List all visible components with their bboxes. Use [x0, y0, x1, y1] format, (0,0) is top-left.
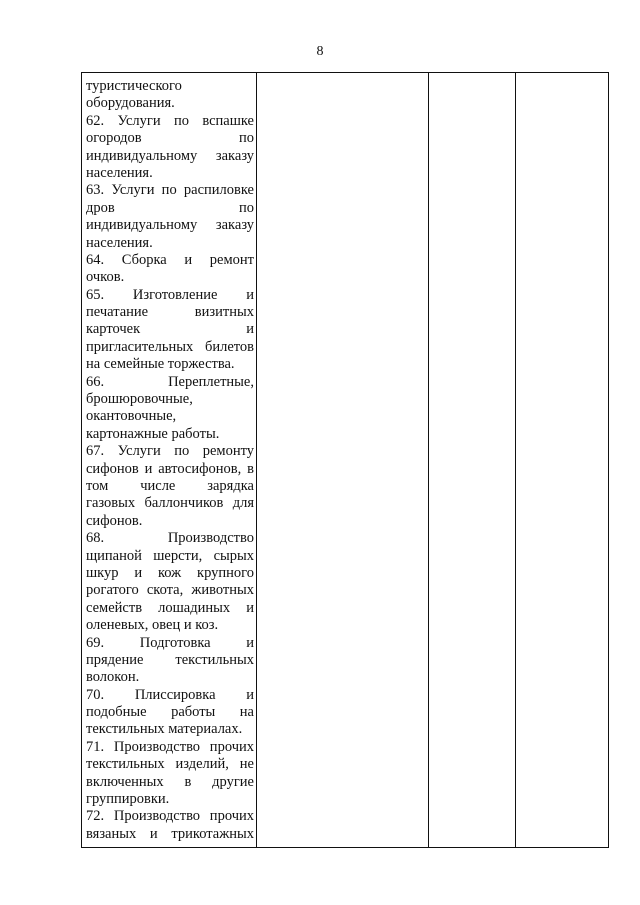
text-line: 64. Сборка и ремонт [86, 251, 254, 268]
text-line: щипаной шерсти, сырых [86, 547, 254, 564]
text-line: 67. Услуги по ремонту [86, 443, 254, 460]
text-line: семейств лошадиных и [86, 599, 254, 616]
text-line: 70. Плиссировка и [86, 686, 254, 703]
text-line: газовых баллончиков для [86, 495, 254, 512]
text-line: волокон. [86, 669, 140, 686]
text-line: 72. Производство прочих [86, 808, 254, 825]
text-line: на семейные торжества. [86, 356, 235, 373]
text-line: рогатого скота, животных [86, 582, 254, 599]
text-line: дров по [86, 199, 254, 216]
text-line: 68. Производство [86, 530, 254, 547]
text-line: 66. Переплетные, [86, 373, 254, 390]
text-line: 63. Услуги по распиловке [86, 182, 254, 199]
text-line: подобные работы на [86, 704, 254, 721]
text-line: 69. Подготовка и [86, 634, 254, 651]
text-line: группировки. [86, 791, 170, 808]
text-line: 62. Услуги по вспашке [86, 112, 254, 129]
text-line: сифонов и автосифонов, в [86, 460, 254, 477]
text-line: огородов по [86, 130, 254, 147]
text-line: оборудования. [86, 95, 175, 112]
column-divider [256, 73, 257, 847]
text-line: оленевых, овец и коз. [86, 617, 219, 634]
text-line: шкур и кож крупного [86, 564, 254, 581]
text-line: текстильных изделий, не [86, 756, 254, 773]
service-list-cell [86, 78, 254, 843]
text-line: 71. Производство прочих [86, 738, 254, 755]
text-line: брошюровочные, [86, 391, 193, 408]
text-line: текстильных материалах. [86, 721, 243, 738]
services-table [81, 72, 609, 848]
text-line: окантовочные, [86, 408, 177, 425]
text-line: карточек и [86, 321, 254, 338]
text-line: очков. [86, 269, 125, 286]
column-divider [428, 73, 429, 847]
text-line: индивидуальному заказу [86, 217, 254, 234]
text-line: населения. [86, 164, 153, 181]
text-line: населения. [86, 234, 153, 251]
text-line: вязаных и трикотажных [86, 825, 254, 842]
column-divider [515, 73, 516, 847]
text-line: 65. Изготовление и [86, 286, 254, 303]
text-line: включенных в другие [86, 773, 254, 790]
text-line: том числе зарядка [86, 477, 254, 494]
text-line: печатание визитных [86, 304, 254, 321]
page-number: 8 [316, 44, 324, 59]
text-line: индивидуальному заказу [86, 147, 254, 164]
text-line: картонажные работы. [86, 425, 220, 442]
text-line: прядение текстильных [86, 651, 254, 668]
text-line: сифонов. [86, 512, 143, 529]
text-line: туристического [86, 78, 182, 94]
text-line: пригласительных билетов [86, 338, 254, 355]
